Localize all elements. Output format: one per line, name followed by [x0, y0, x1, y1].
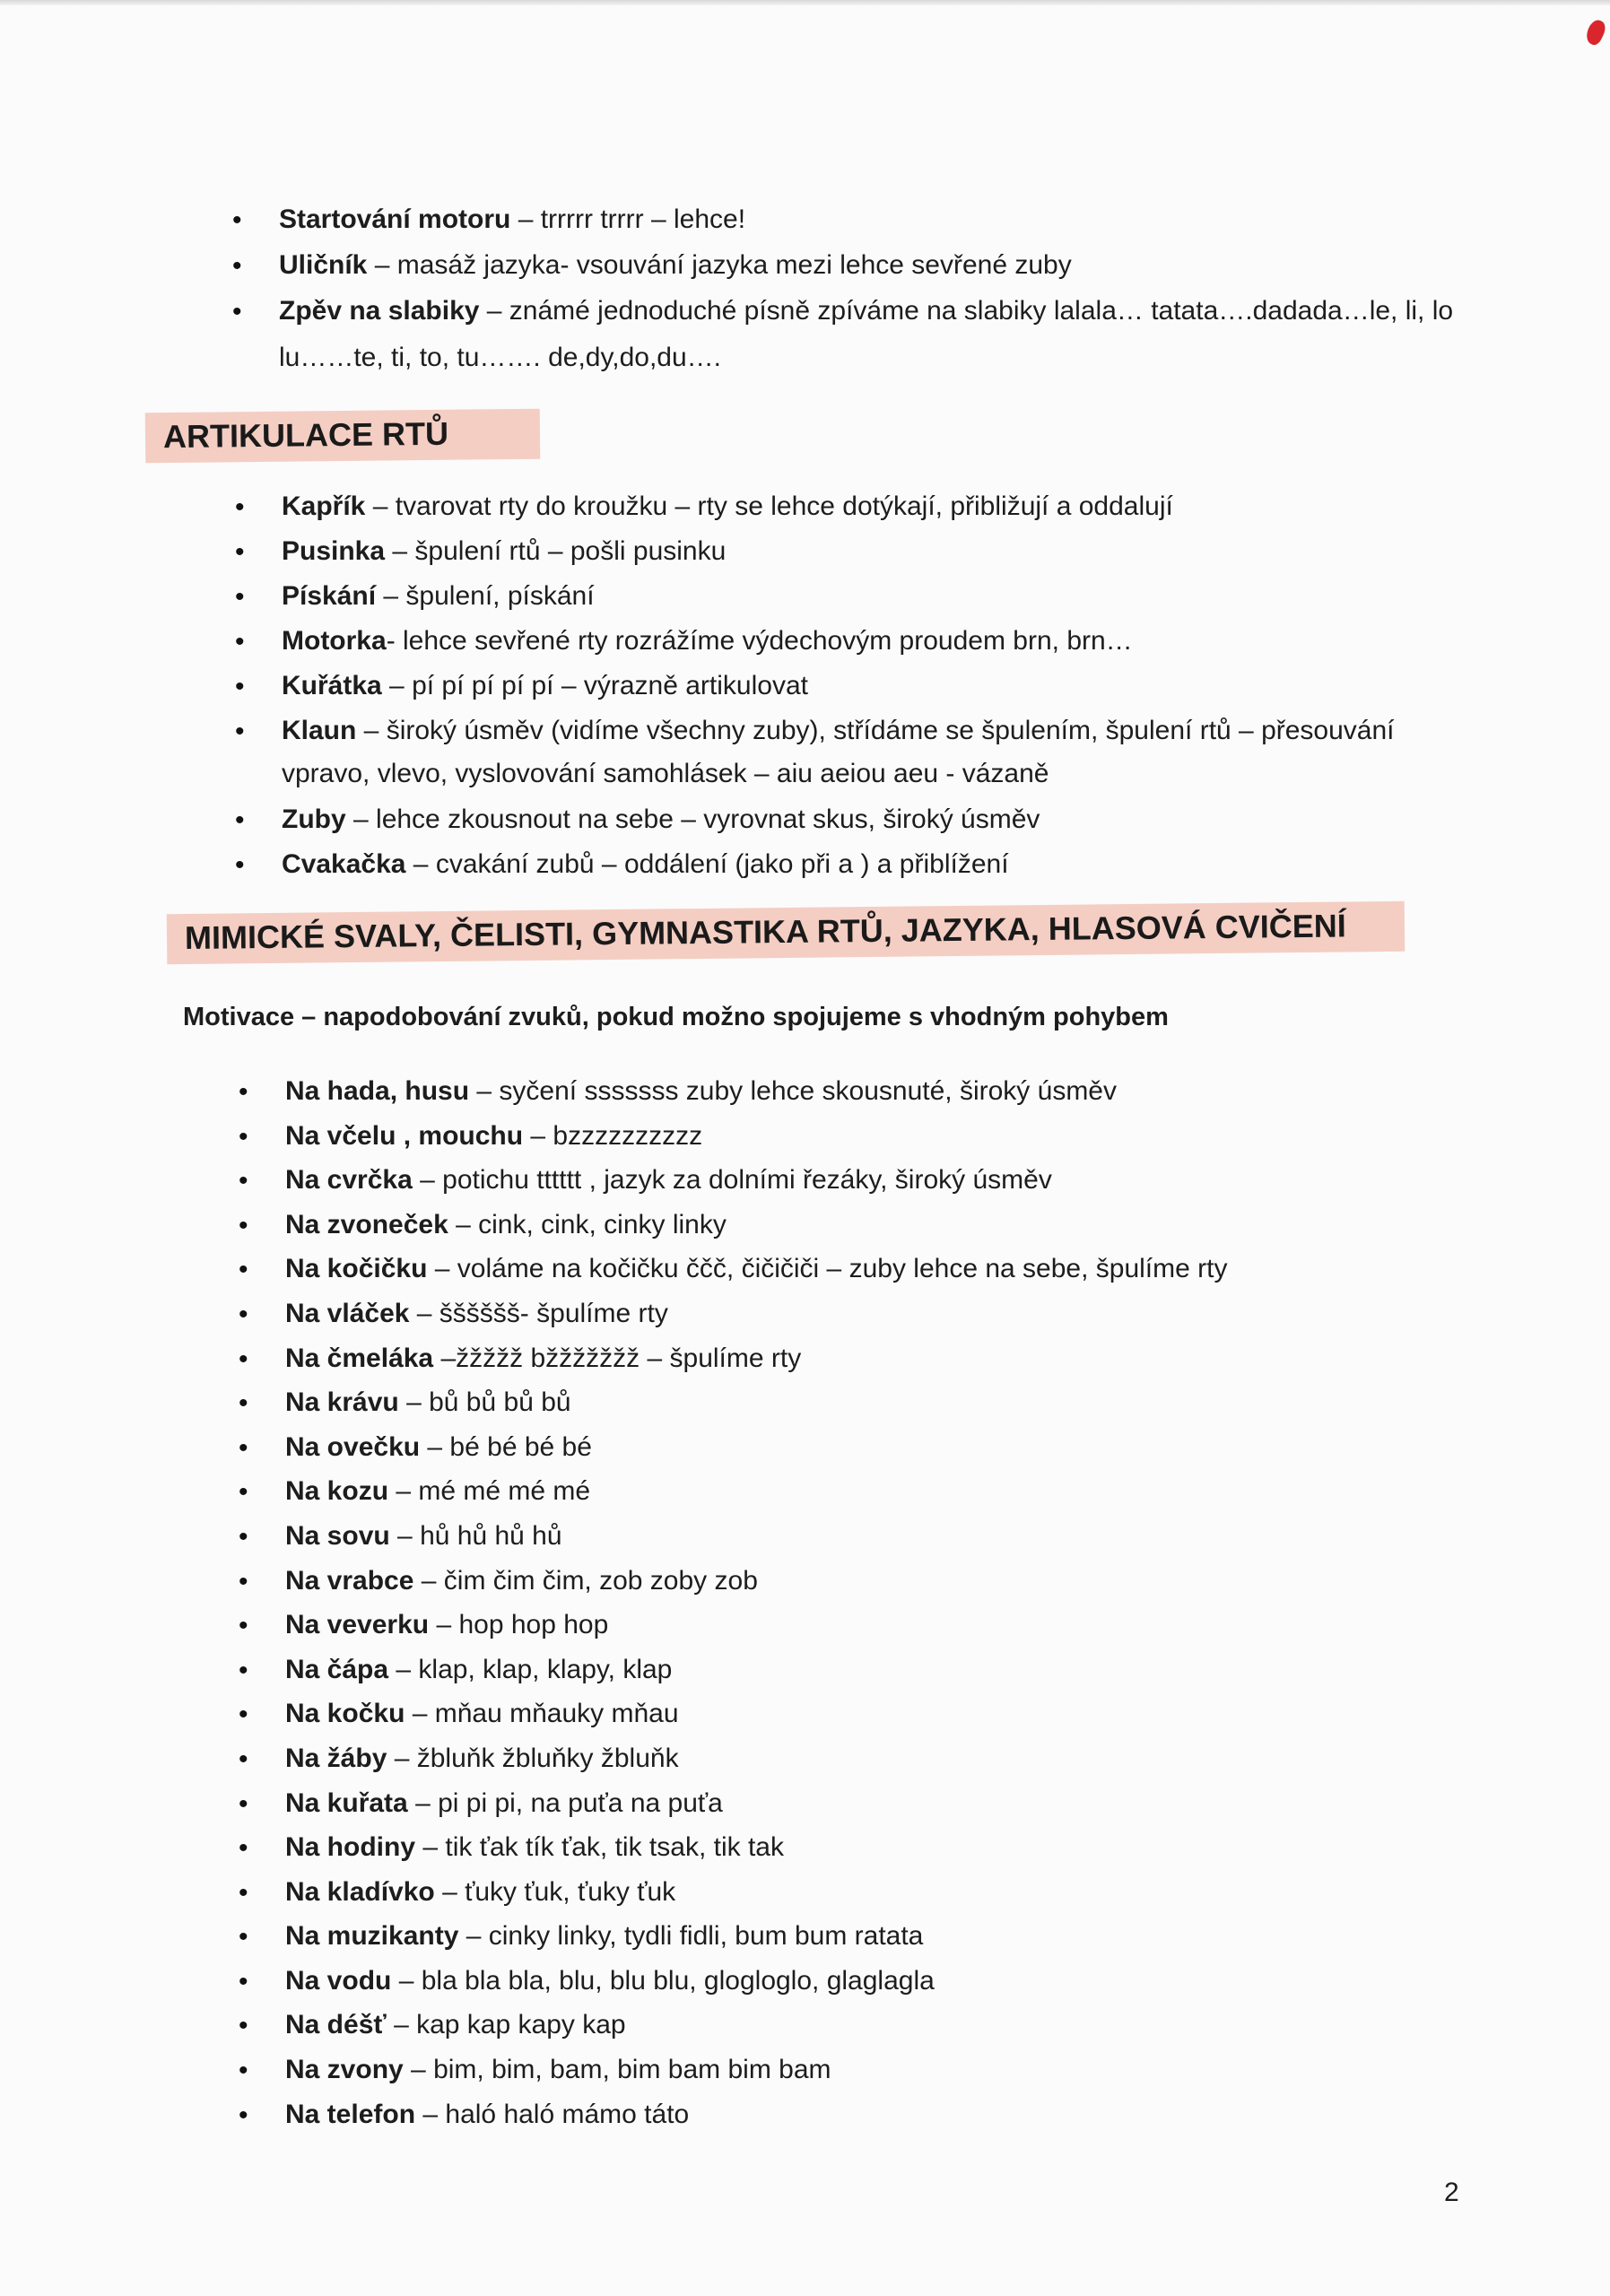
item-text: – syčení sssssss zuby lehce skousnuté, široký úsměv — [469, 1076, 1117, 1106]
item-term: Na hada, husu — [285, 1076, 470, 1106]
list-item — [285, 1432, 1478, 1477]
item-term: Pískání — [282, 581, 377, 611]
exercise-list-sounds — [285, 1076, 1478, 2144]
item-text: – bzzzzzzzzzz — [523, 1120, 703, 1151]
item-term: Na déšť — [285, 2010, 387, 2040]
item-text: – pí pí pí pí pí – výrazně artikulovat — [381, 671, 808, 700]
item-text: – čim čim čim, zob zoby zob — [413, 1565, 758, 1596]
item-text: –žžžžž bžžžžžžž – špulíme rty — [433, 1343, 802, 1373]
item-text: – bim, bim, bam, bim bam bim bam — [403, 2055, 831, 2085]
list-item — [285, 1744, 1478, 1788]
list-item — [285, 1566, 1478, 1611]
item-text: – potichu tttttt , jazyk za dolními řezáky, široký úsměv — [412, 1165, 1052, 1196]
item-term: Na čápa — [285, 1654, 389, 1684]
item-term: Pusinka — [282, 536, 386, 566]
list-item — [285, 1877, 1478, 1922]
list-item — [282, 671, 1475, 701]
item-text: – ťuky ťuk, ťuky ťuk — [434, 1876, 676, 1907]
list-item — [285, 2055, 1478, 2100]
list-item — [282, 804, 1475, 835]
exercise-list-tongue — [279, 204, 1472, 396]
item-text: – šššššš- špulíme rty — [409, 1298, 668, 1328]
list-item — [285, 1165, 1478, 1210]
item-term: Na vodu — [285, 1965, 392, 1996]
item-term: Na kočičku — [285, 1254, 428, 1284]
list-item — [279, 250, 1472, 281]
item-text: - lehce sevřené rty rozrážíme výdechovým proudem brn, brn… — [386, 626, 1133, 656]
item-term: Motorka — [282, 626, 387, 656]
list-item — [279, 288, 1472, 381]
item-text: – lehce zkousnout na sebe – vyrovnat skus, široký úsměv — [345, 804, 1040, 834]
item-text: – pi pi pi, na puťa na puťa — [407, 1787, 723, 1818]
item-text: – široký úsměv (vidíme všechny zuby), střídáme se špulením, špulení rtů – přesouvání vpravo, vlevo, vyslovování samohlásek – aiu aeiou aeu - vázaně — [282, 716, 1395, 788]
list-item — [285, 1476, 1478, 1521]
section-heading-mimic-muscles: MIMICKÉ SVALY, ČELISTI, GYMNASTIKA RTŮ, JAZYKA, HLASOVÁ CVIČENÍ — [167, 901, 1405, 964]
item-text: – cvakání zubů – oddálení (jako při a ) a přiblížení — [405, 849, 1009, 879]
item-term: Na muzikanty — [285, 1921, 459, 1952]
list-item — [285, 1121, 1478, 1166]
page-number: 2 — [1444, 2178, 1459, 2207]
list-item — [285, 1610, 1478, 1655]
motivation-line: Motivace – napodobování zvuků, pokud možno spojujeme s vhodným pohybem — [183, 1003, 1169, 1031]
item-text: – bla bla bla, blu, blu blu, glogloglo, glaglagla — [391, 1965, 935, 1996]
item-term: Na kočku — [285, 1699, 405, 1729]
item-term: Na kuřata — [285, 1787, 408, 1818]
list-item — [285, 2010, 1478, 2055]
list-item — [285, 1387, 1478, 1432]
item-term: Na včelu , mouchu — [285, 1120, 524, 1151]
item-term: Na čmeláka — [285, 1343, 434, 1373]
exercise-list-lips — [282, 491, 1475, 894]
list-item — [279, 204, 1472, 235]
item-term: Na zvony — [285, 2055, 404, 2085]
section-heading-lips: ARTIKULACE RTŮ — [145, 409, 541, 464]
item-text: – klap, klap, klapy, klap — [388, 1654, 673, 1684]
item-text: – mňau mňauky mňau — [405, 1699, 679, 1729]
item-term: Na žáby — [285, 1743, 387, 1773]
item-term: Cvakačka — [282, 849, 406, 879]
item-term: Kuřátka — [282, 671, 382, 700]
item-term: Na vláček — [285, 1298, 410, 1328]
item-term: Na zvoneček — [285, 1209, 448, 1239]
list-item — [282, 491, 1475, 522]
list-item — [285, 1210, 1478, 1255]
item-term: Klaun — [282, 716, 357, 745]
item-text: – bé bé bé bé — [420, 1431, 592, 1462]
item-text: – cinky linky, tydli fidli, bum bum ratata — [458, 1921, 924, 1952]
list-item — [285, 1966, 1478, 2011]
item-text: – známé jednoduché písně zpíváme na slabiky lalala… tatata….dadada…le, li, lo lu……te, ti, to, tu……. de,dy,do,du…. — [279, 296, 1454, 372]
red-ink-mark — [1583, 18, 1608, 48]
item-term: Zuby — [282, 804, 346, 834]
list-item — [282, 626, 1475, 657]
item-text: – tik ťak tík ťak, tik tsak, tik tak — [415, 1832, 784, 1863]
item-text: – trrrrr trrrr – lehce! — [510, 204, 746, 234]
list-item — [285, 2100, 1478, 2144]
item-term: Na veverku — [285, 1610, 430, 1640]
list-item — [285, 1832, 1478, 1877]
item-text: – voláme na kočičku ččč, čičičiči – zuby lehce na sebe, špulíme rty — [427, 1254, 1228, 1284]
item-text: – hop hop hop — [429, 1610, 609, 1640]
item-term: Na kladívko — [285, 1876, 435, 1907]
item-text: – tvarovat rty do kroužku – rty se lehce dotýkají, přibližují a oddalují — [365, 491, 1173, 521]
item-term: Na ovečku — [285, 1431, 421, 1462]
item-term: Na sovu — [285, 1520, 390, 1551]
list-item — [282, 536, 1475, 567]
item-term: Zpěv na slabiky — [279, 296, 480, 326]
item-text: – masáž jazyka- vsouvání jazyka mezi lehce sevřené zuby — [367, 250, 1072, 280]
list-item — [285, 1788, 1478, 1833]
item-text: – bů bů bů bů — [398, 1387, 571, 1418]
item-term: Na cvrčka — [285, 1165, 413, 1196]
item-text: – cink, cink, cinky linky — [448, 1209, 727, 1239]
list-item — [285, 1699, 1478, 1744]
page-top-edge — [0, 0, 1610, 5]
item-text: – špulení, pískání — [376, 581, 595, 611]
list-item — [282, 581, 1475, 612]
item-term: Na hodiny — [285, 1832, 416, 1863]
item-text: – žbluňk žbluňky žbluňk — [387, 1743, 679, 1773]
item-term: Na kozu — [285, 1476, 389, 1507]
item-term: Na telefon — [285, 2099, 416, 2129]
list-item — [282, 709, 1475, 796]
list-item — [285, 1254, 1478, 1299]
item-term: Na krávu — [285, 1387, 399, 1418]
list-item — [285, 1299, 1478, 1344]
list-item — [285, 1921, 1478, 1966]
item-text: – hů hů hů hů — [389, 1520, 562, 1551]
list-item — [285, 1521, 1478, 1566]
list-item — [285, 1655, 1478, 1700]
item-term: Startování motoru — [279, 204, 511, 234]
item-text: – špulení rtů – pošli pusinku — [385, 536, 727, 566]
list-item — [282, 849, 1475, 880]
list-item — [285, 1076, 1478, 1121]
item-term: Kapřík — [282, 491, 366, 521]
item-text: – kap kap kapy kap — [386, 2010, 626, 2040]
list-item — [285, 1344, 1478, 1388]
item-text: – haló haló mámo táto — [415, 2099, 690, 2129]
item-term: Na vrabce — [285, 1565, 414, 1596]
item-term: Uličník — [279, 250, 368, 280]
item-text: – mé mé mé mé — [388, 1476, 591, 1507]
